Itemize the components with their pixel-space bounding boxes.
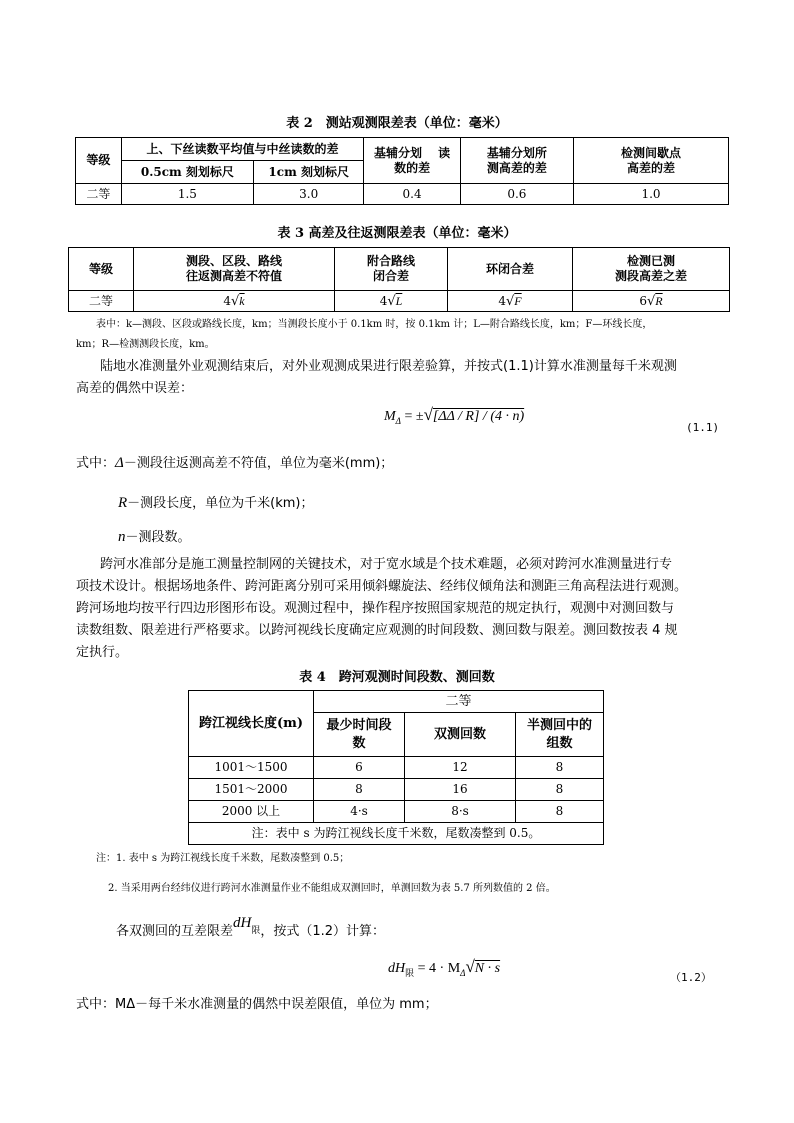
- equation-1-2: $dH_限 = 4 \cdot M_\Delta√N \cdot s$: [388, 957, 501, 978]
- table4-cell: 16: [405, 779, 516, 801]
- equation-1-1: $M_\Delta = \pm√[\Delta\Delta / R] / (4 \cdot n)$: [384, 405, 525, 426]
- table2-cell: 1.5: [121, 184, 253, 205]
- table-row: [189, 779, 604, 801]
- table3-formula-f: 4√F: [448, 291, 573, 312]
- table4-footer-note: 注：表中 s 为跨江视线长度千米数，尾数凑整到 0.5。: [189, 823, 604, 845]
- table2-cell: 3.0: [254, 184, 364, 205]
- table2-header-grade: 等级: [76, 138, 122, 184]
- note-1: 注：1. 表中 s 为跨江视线长度千米数，尾数凑整到 0.5；: [96, 853, 350, 864]
- table2: [75, 137, 729, 205]
- table4-header-half: 半测回中的 组数: [516, 713, 604, 757]
- table4-header-double: 双测回数: [405, 713, 516, 757]
- definition-delta: 式中：Δ－测段往返测高差不符值，单位为毫米(mm)；: [76, 455, 394, 471]
- table4-header-grade: 二等: [314, 691, 604, 713]
- note-2: 2. 当采用两台经纬仪进行跨河水准测量作业不能组成双测回时，单测回数为表 5.7 所列数值的 2 倍。: [108, 883, 556, 894]
- table3: [68, 247, 730, 312]
- table3-header-attached: 附合路线 闭合差: [335, 248, 448, 291]
- table4-cell: 1501～2000: [189, 779, 314, 801]
- paragraph-2-line1: 跨河水准部分是施工测量控制网的关键技术，对于宽水域是个技术难题，必须对跨河水准测量进行专: [100, 557, 673, 572]
- paragraph-1-line2: 高差的偶然中误差：: [76, 381, 194, 396]
- paragraph-2-line2: 项技术设计。根据场地条件、跨河距离分别可采用倾斜螺旋法、经纬仪倾角法和测距三角高程法进行观测。: [76, 579, 688, 594]
- table4-cell: 8: [516, 779, 604, 801]
- definition-n: n－测段数。: [118, 529, 191, 545]
- table3-header-loop: 环闭合差: [448, 248, 573, 291]
- table3-header-grade: 等级: [69, 248, 134, 291]
- definition-m-delta: 式中：MΔ－每千米水准测量的偶然中误差限值，单位为 mm；: [76, 997, 438, 1012]
- table4: [188, 690, 604, 845]
- table3-formula-k: 4√k: [134, 291, 335, 312]
- table3-note-line2: km；R—检测测段长度，km。: [76, 339, 215, 350]
- table4-cell: 6: [314, 757, 405, 779]
- table2-caption: 表 2 测站观测限差表（单位：毫米）: [286, 116, 508, 131]
- table4-cell: 2000 以上: [189, 801, 314, 823]
- table3-header-check: 检测已测 测段高差之差: [573, 248, 730, 291]
- equation-1-2-number: （1.2）: [670, 971, 712, 984]
- table4-cell: 4·s: [314, 801, 405, 823]
- table3-formula-r: 6√R: [573, 291, 730, 312]
- table4-caption: 表 4 跨河观测时间段数、测回数: [299, 670, 495, 685]
- table2-cell: 0.6: [460, 184, 573, 205]
- table3-header-segment: 测段、区段、路线 往返测高差不符值: [134, 248, 335, 291]
- table4-cell: 12: [405, 757, 516, 779]
- table2-cell: 0.4: [364, 184, 460, 205]
- table4-header-length: 跨江视线长度(m): [189, 691, 314, 757]
- table3-note-line1: 表中：k—测段、区段或路线长度，km；当测段长度小于 0.1km 时，按 0.1km 计；L—附合路线长度，km；F—环线长度，: [96, 319, 653, 330]
- table4-cell: 8·s: [405, 801, 516, 823]
- table2-cell: 二等: [76, 184, 122, 205]
- table4-header-min-periods: 最少时间段 数: [314, 713, 405, 757]
- paragraph-3: 各双测回的互差限差$dH_限$，按式（1.2）计算：: [116, 915, 386, 939]
- table3-caption: 表 3 高差及往返测限差表（单位：毫米）: [277, 226, 517, 241]
- table-row: [189, 801, 604, 823]
- table2-header-check: 检测间歇点 高差的差: [574, 138, 729, 184]
- table2-header-05cm: 0.5cm 刻划标尺: [121, 161, 253, 184]
- paragraph-2-line3: 跨河场地均按平行四边形图形布设。观测过程中，操作程序按照国家规范的规定执行，观测中对测回数与: [76, 601, 675, 616]
- definition-r: R－测段长度，单位为千米(km)；: [118, 495, 314, 511]
- paragraph-1-line1: 陆地水准测量外业观测结束后，对外业观测成果进行限差验算，并按式(1.1)计算水准测量每千米观测: [100, 359, 677, 374]
- table2-cell: 1.0: [574, 184, 729, 205]
- table4-cell: 8: [516, 757, 604, 779]
- table2-header-avg: 上、下丝读数平均值与中丝读数的差: [121, 138, 364, 161]
- paragraph-2-line5: 定执行。: [76, 645, 129, 660]
- paragraph-2-line4: 读数组数、限差进行严格要求。以跨河视线长度确定应观测的时间段数、测回数与限差。测回数按表 4 规: [76, 623, 678, 638]
- table2-header-basic-measure: 基辅分划所 测高差的差: [460, 138, 573, 184]
- table4-cell: 8: [516, 801, 604, 823]
- equation-1-1-number: (1.1): [686, 421, 720, 434]
- table2-header-basic: 基辅分划 读 数的差: [364, 138, 460, 184]
- table4-cell: 1001～1500: [189, 757, 314, 779]
- table2-header-1cm: 1cm 刻划标尺: [254, 161, 364, 184]
- table-row: [189, 757, 604, 779]
- table3-cell-grade: 二等: [69, 291, 134, 312]
- table3-formula-l: 4√L: [335, 291, 448, 312]
- table4-cell: 8: [314, 779, 405, 801]
